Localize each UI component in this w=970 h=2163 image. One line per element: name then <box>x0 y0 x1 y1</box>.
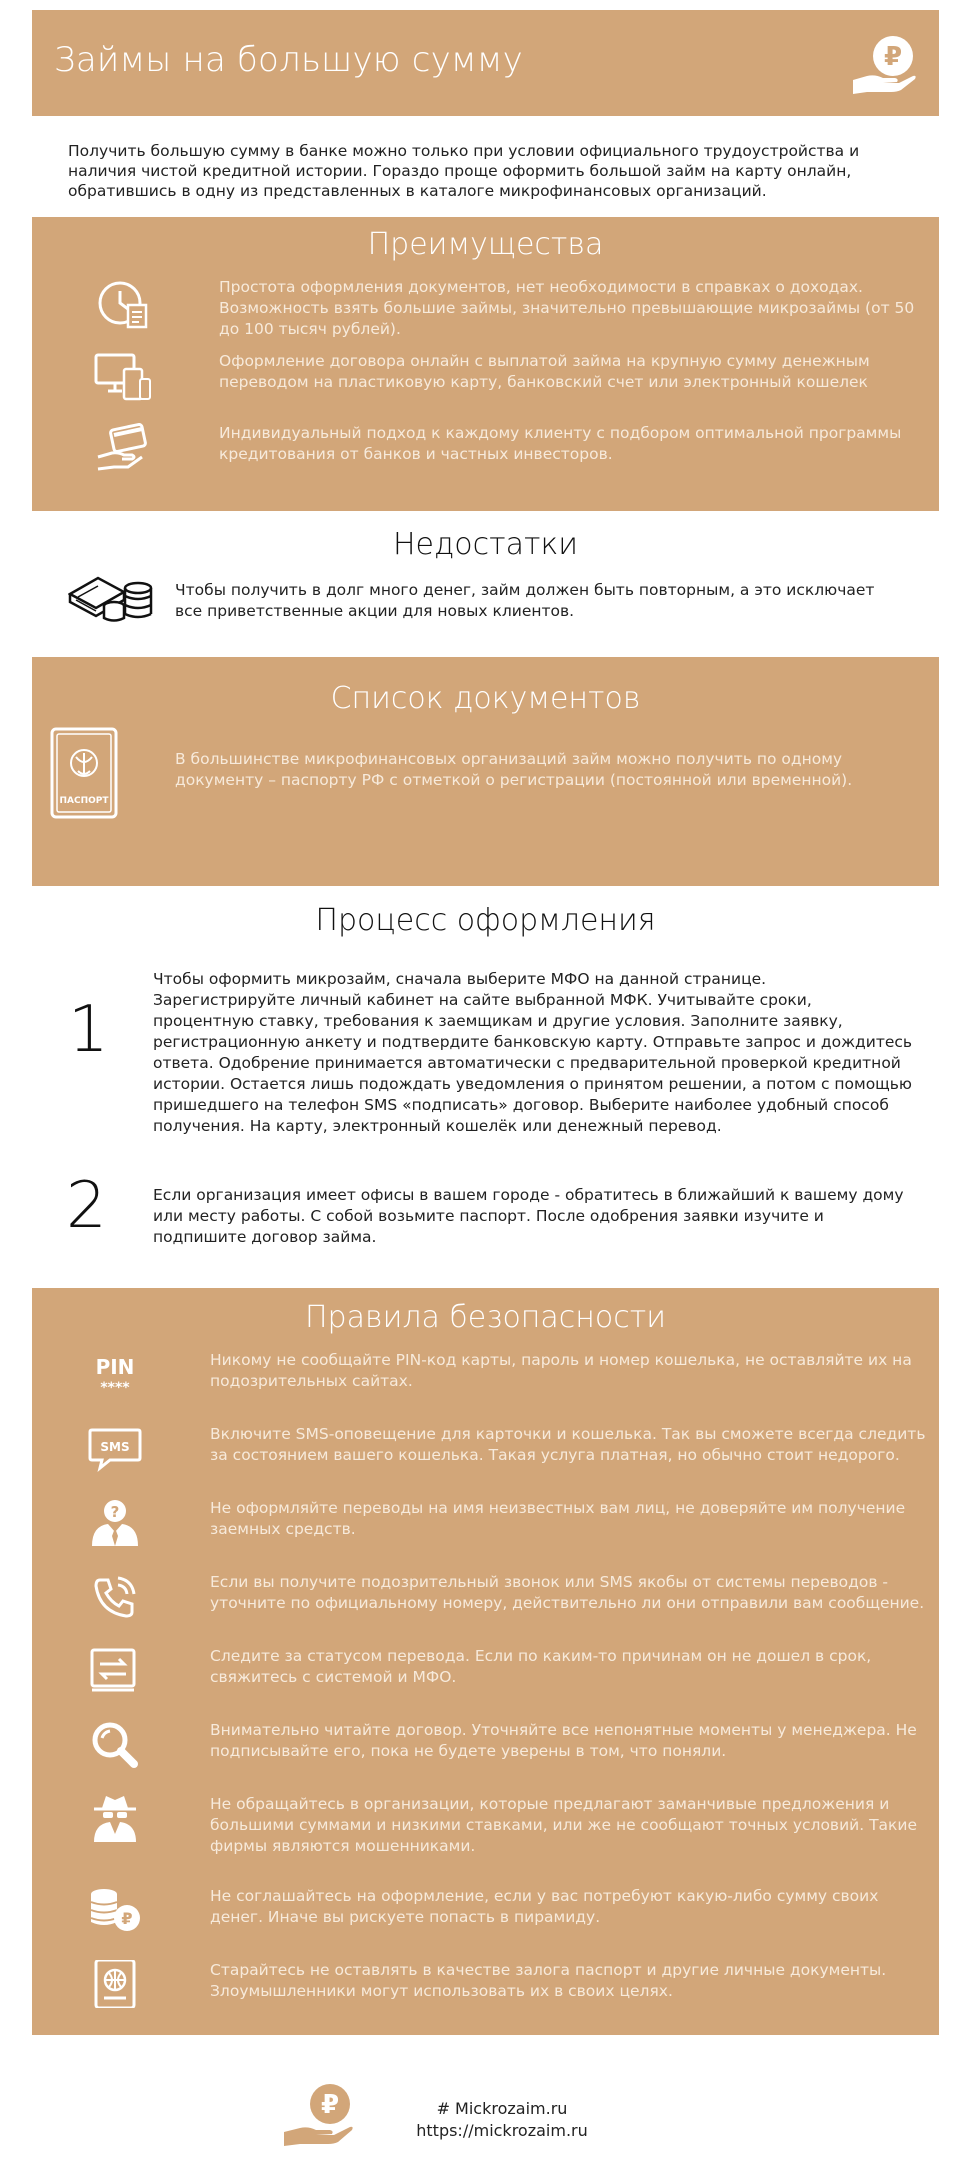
svg-text:₽: ₽ <box>320 2090 340 2120</box>
page-header <box>32 10 939 116</box>
sms-icon <box>88 1424 142 1472</box>
ruble-hand-logo-icon <box>849 32 921 98</box>
process-title: Процесс оформления <box>315 903 656 938</box>
advantages-section <box>32 217 939 511</box>
pin-icon <box>88 1350 142 1398</box>
advantages-title: Преимущества <box>367 227 604 262</box>
documents-section <box>32 657 939 886</box>
foreign-passport-icon <box>88 1960 142 2008</box>
disadvantages-text: Чтобы получить в долг много денег, займ должен быть повторным, а это исключает все приветственные акции для новых клиентов. <box>175 581 875 620</box>
coins-ruble-icon <box>88 1886 142 1934</box>
step-text: Если организация имеет офисы в вашем городе - обратитесь в ближайший к вашему дому или месту работы. С собой возьмите паспорт. После одобрения заявки изучите и подпишите договор займа. <box>153 1186 904 1246</box>
documents-title: Список документов <box>330 681 641 716</box>
safety-text: Никому не сообщайте PIN-код карты, пароль и номер кошелька, не оставляйте их на подозрительных сайтах. <box>210 1351 912 1390</box>
page-title: Займы на большую сумму <box>54 40 523 80</box>
transfer-icon <box>88 1646 142 1694</box>
safety-text: Не обращайтесь в организации, которые предлагают заманчивые предложения и большими суммами и низкими ставками, или же не сообщают точных условий. Такие фирмы являются мошенниками. <box>210 1795 918 1855</box>
spy-icon <box>88 1794 142 1842</box>
phone-call-icon <box>88 1572 142 1620</box>
passport-icon <box>50 727 118 819</box>
footer-text <box>412 2098 592 2142</box>
safety-text: Старайтесь не оставлять в качестве залога паспорт и другие личные документы. Злоумышленники могут использовать их в своих целях. <box>210 1961 887 2000</box>
devices-icon <box>94 351 152 403</box>
safety-text: Если вы получите подозрительный звонок или SMS якобы от системы переводов - уточните по официальному номеру, действительно ли они отправили вам сообщение. <box>210 1573 925 1612</box>
footer-hashtag: # Mickrozaim.ru <box>436 2099 568 2118</box>
advantage-text: Индивидуальный подход к каждому клиенту с подбором оптимальной программы кредитования от банков и частных инвесторов. <box>219 424 902 463</box>
svg-text:?: ? <box>110 1503 120 1521</box>
safety-title: Правила безопасности <box>305 1300 666 1335</box>
card-hand-icon <box>94 423 152 475</box>
svg-text:₽: ₽ <box>121 1909 133 1928</box>
disadvantages-title: Недостатки <box>392 527 579 562</box>
step-number: 2 <box>66 1169 107 1243</box>
documents-text: В большинстве микрофинансовых организаций займ можно получить по одному документу – паспорту РФ с отметкой о регистрации (постоянной или временной). <box>175 750 853 789</box>
clock-document-icon <box>94 277 152 329</box>
unknown-person-icon <box>88 1498 142 1546</box>
svg-text:PIN: PIN <box>95 1355 135 1379</box>
safety-text: Следите за статусом перевода. Если по каким-то причинам он не дошел в срок, свяжитесь с системой и МФО. <box>210 1647 872 1686</box>
passport-label: ПАСПОРТ <box>59 796 109 806</box>
ruble-hand-logo-icon <box>280 2080 360 2152</box>
safety-text: Не оформляйте переводы на имя неизвестных вам лиц, не доверяйте им получение заемных средств. <box>210 1499 906 1538</box>
money-stacks-icon <box>68 564 156 624</box>
step-text: Чтобы оформить микрозайм, сначала выберите МФО на данной странице. Зарегистрируйте личный кабинет на сайте выбранной МФК. Учитывайте сроки, процентную ставку, требования к заемщикам и другие условия. Заполните заявку, регистрационную анкету и подтвердите банковскую карту. Отправьте запрос и дождитесь ответа. Одобрение принимается автоматически с предварительной проверкой кредитной истории. Остается лишь подождать уведомления о принятом решении, а потом с помощью пришедшего на телефон SMS «подписать» договор. Выберите наиболее удобный способ получения. На карту, электронный кошелёк или денежный перевод. <box>153 970 913 1135</box>
svg-text:₽: ₽ <box>883 42 903 72</box>
safety-text: Включите SMS-оповещение для карточки и кошелька. Так вы сможете всегда следить за состоянием вашего кошелька. Такая услуга платная, но обычно стоит недорого. <box>210 1425 926 1464</box>
advantage-text: Оформление договора онлайн с выплатой займа на крупную сумму денежным переводом на пластиковую карту, банковский счет или электронный кошелек <box>219 352 870 391</box>
svg-text:****: **** <box>100 1380 130 1396</box>
step-number: 1 <box>68 993 109 1067</box>
intro-text: Получить большую сумму в банке можно только при условии официального трудоустройства и наличия чистой кредитной истории. Гораздо проще оформить большой займ на карту онлайн, обратившись в одну из представленных в каталоге микрофинансовых организаций. <box>68 142 860 200</box>
advantage-text: Простота оформления документов, нет необходимости в справках о доходах. Возможность взять большие займы, значительно превышающие микрозаймы (от 50 до 100 тысяч рублей). <box>219 278 915 338</box>
safety-text: Не соглашайтесь на оформление, если у вас потребуют какую-либо сумму своих денег. Иначе вы рискуете попасть в пирамиду. <box>210 1887 879 1926</box>
safety-section <box>32 1288 939 2035</box>
safety-text: Внимательно читайте договор. Уточняйте все непонятные моменты у менеджера. Не подписывайте его, пока не будете уверены в том, что поняли. <box>210 1721 917 1760</box>
svg-text:SMS: SMS <box>100 1440 130 1454</box>
footer-url[interactable]: https://mickrozaim.ru <box>416 2121 588 2140</box>
magnifier-icon <box>88 1720 142 1768</box>
